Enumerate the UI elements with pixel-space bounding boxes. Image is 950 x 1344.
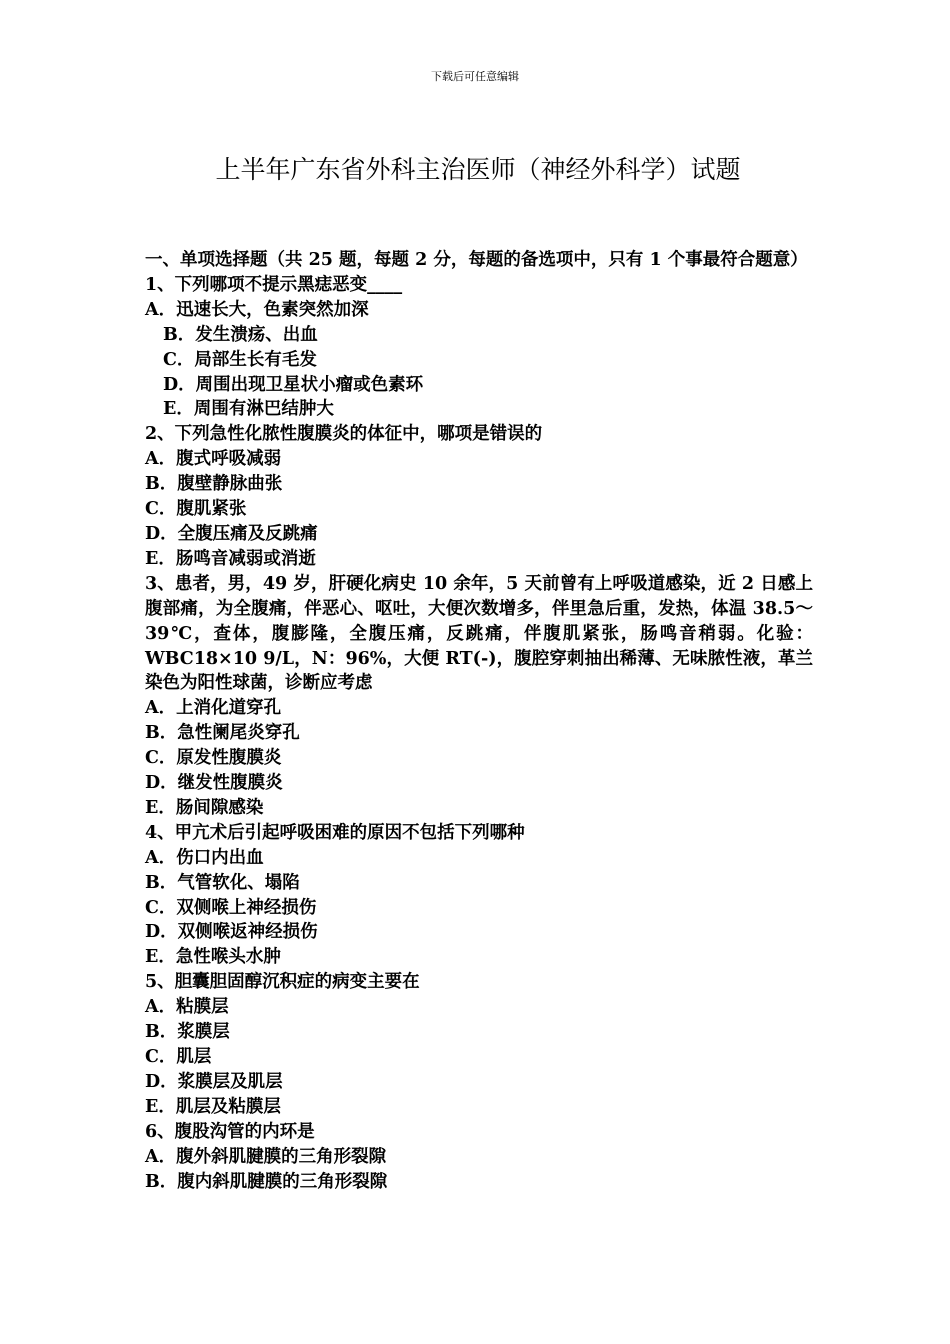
answer-option: B．腹壁静脉曲张 xyxy=(145,474,283,495)
answer-option: E．急性喉头水肿 xyxy=(145,947,281,968)
answer-option: A．上消化道穿孔 xyxy=(145,698,282,719)
answer-option: C．局部生长有毛发 xyxy=(163,349,317,370)
question-stem: 3、患者，男，49 岁，肝硬化病史 10 余年，5 天前曾有上呼吸道感染，近 2 日感上腹部痛，为全腹痛，伴恶心、呕吐，大便次数增多，伴里急后重，发热，体温 38.5～39℃，查体，腹膨隆，全腹压痛，反跳痛，伴腹肌紧张，肠鸣音稍弱。化验：WBC18×10 9/L，N：96%，大便 RT(-)，腹腔穿刺抽出稀薄、无味脓性液，革兰染色为阳性球菌，诊断应考虑 xyxy=(145,573,813,694)
question-stem: 4、甲亢术后引起呼吸困难的原因不包括下列哪种 xyxy=(145,822,525,843)
answer-option: D．浆膜层及肌层 xyxy=(145,1071,283,1092)
answer-option: D．双侧喉返神经损伤 xyxy=(145,922,318,943)
answer-option: D．周围出现卫星状小瘤或色素环 xyxy=(163,374,424,395)
answer-option: E．周围有淋巴结肿大 xyxy=(163,399,334,420)
answer-option: C．腹肌紧张 xyxy=(145,499,247,520)
question-stem: 2、下列急性化脓性腹膜炎的体征中，哪项是错误的 xyxy=(145,424,543,445)
answer-option: A．伤口内出血 xyxy=(145,847,264,868)
answer-option: E．肌层及粘膜层 xyxy=(145,1096,281,1117)
exam-content xyxy=(145,248,813,1194)
question-stem: 1、下列哪项不提示黑痣恶变____ xyxy=(145,274,403,295)
question-stem: 6、腹股沟管的内环是 xyxy=(145,1121,315,1142)
answer-option: B．气管软化、塌陷 xyxy=(145,872,300,893)
answer-option: D．全腹压痛及反跳痛 xyxy=(145,523,318,544)
answer-option: D．继发性腹膜炎 xyxy=(145,773,283,794)
answer-option: A．腹式呼吸减弱 xyxy=(145,449,282,470)
answer-option: E．肠间隙感染 xyxy=(145,797,264,818)
answer-option: C．肌层 xyxy=(145,1047,212,1067)
answer-option: E．肠鸣音减弱或消逝 xyxy=(145,548,316,569)
answer-option: C．双侧喉上神经损伤 xyxy=(145,897,317,918)
answer-option: B．发生溃疡、出血 xyxy=(163,324,318,345)
answer-option: B．浆膜层 xyxy=(145,1022,230,1043)
answer-option: A．粘膜层 xyxy=(145,997,229,1018)
answer-option: B．急性阑尾炎穿孔 xyxy=(145,723,300,744)
answer-option: C．原发性腹膜炎 xyxy=(145,748,282,769)
answer-option: A．腹外斜肌腱膜的三角形裂隙 xyxy=(145,1146,387,1167)
question-stem: 5、胆囊胆固醇沉积症的病变主要在 xyxy=(145,972,420,993)
header-note: 下载后可任意编辑 xyxy=(431,70,519,83)
document-title: 上半年广东省外科主治医师（神经外科学）试题 xyxy=(215,155,741,184)
answer-option: A．迅速长大，色素突然加深 xyxy=(145,299,369,320)
answer-option: B．腹内斜肌腱膜的三角形裂隙 xyxy=(145,1171,388,1192)
section-heading: 一、单项选择题（共 25 题，每题 2 分，每题的备选项中，只有 1 个事最符合题意） xyxy=(145,250,808,270)
